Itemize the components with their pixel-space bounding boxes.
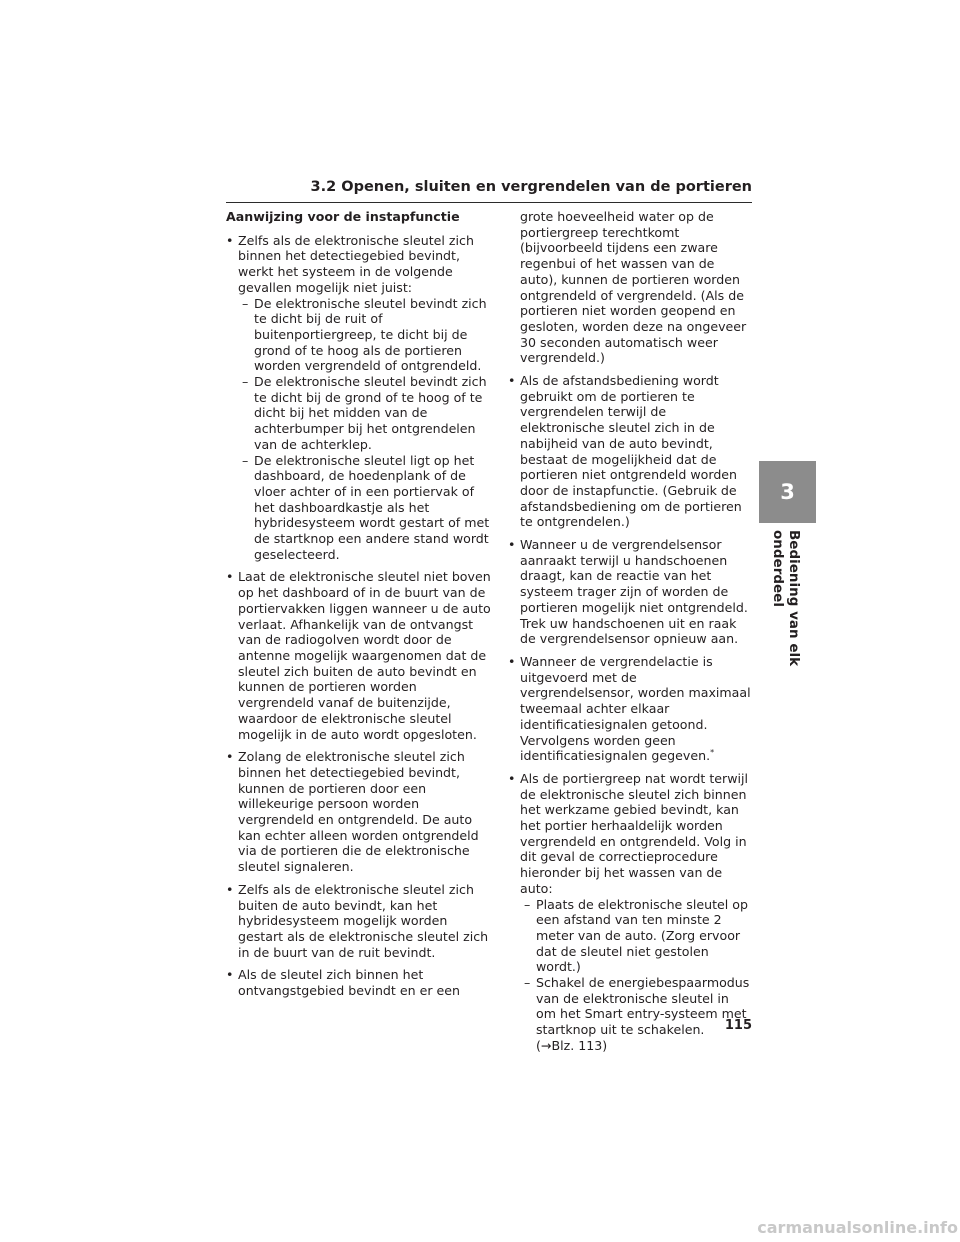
bullet-mark: • bbox=[508, 373, 516, 389]
left-column bbox=[226, 207, 494, 1006]
chapter-number: 3 bbox=[780, 480, 795, 504]
bullet-mark: • bbox=[226, 881, 234, 897]
dash-mark: – bbox=[524, 975, 531, 991]
list-item bbox=[226, 233, 494, 563]
list-item-continued bbox=[508, 209, 752, 366]
sub-list-item bbox=[226, 296, 494, 375]
section-title: 3.2 Openen, sluiten en vergrendelen van de portieren bbox=[310, 179, 752, 195]
sub-list-item bbox=[508, 975, 752, 1054]
list-item bbox=[508, 771, 752, 1054]
note-heading: Aanwijzing voor de instapfunctie bbox=[226, 209, 460, 224]
bullet-mark: • bbox=[226, 232, 234, 248]
dash-mark: – bbox=[242, 452, 249, 468]
bullet-mark: • bbox=[508, 770, 516, 786]
list-item-text: Als de portiergreep nat wordt terwijl de elektronische sleutel zich binnen het werkzame gebied bevindt, kan het portier herhaaldelijk worden vergrendeld en ontgrendeld. Volg in dit geval de correctieprocedure hieronder bij het wassen van de auto: bbox=[520, 770, 749, 896]
list-item-text: Als de sleutel zich binnen het ontvangstgebied bevindt en er een bbox=[238, 967, 461, 999]
bullet-mark: • bbox=[508, 537, 516, 553]
footnote-marker: * bbox=[710, 748, 715, 758]
chapter-side-label: Bediening van elk onderdeel bbox=[770, 530, 802, 667]
bullet-mark: • bbox=[508, 653, 516, 669]
list-item bbox=[226, 967, 494, 998]
list-item-text: Zolang de elektronische sleutel zich binnen het detectiegebied bevindt, kunnen de portieren door een willekeurige persoon worden vergrendeld en ontgrendeld. De auto kan echter alleen worden ontgrendeld via de portieren die de elektronische sleutel signaleren. bbox=[238, 749, 479, 875]
chapter-tab bbox=[759, 461, 816, 523]
list-item-text: grote hoeveelheid water op de portiergreep terechtkomt (bijvoorbeeld tijdens een zware regenbui of het wassen van de auto), kunnen de portieren worden ontgrendeld of vergrendeld. (Als de portieren niet worden geopend en gesloten, worden deze na ongeveer 30 seconden automatisch weer vergrendeld.) bbox=[520, 209, 747, 366]
sub-list-item-text: Plaats de elektronische sleutel op een afstand van ten minste 2 meter van de auto. (Zorg ervoor dat de sleutel niet gestolen wordt.) bbox=[536, 896, 748, 975]
dash-mark: – bbox=[242, 374, 249, 390]
sub-list-item bbox=[226, 374, 494, 453]
right-column bbox=[508, 207, 752, 1061]
list-item-text: Wanneer de vergrendelactie is uitgevoerd met de vergrendelsensor, worden maximaal tweemaal achter elkaar identificatiesignalen getoond. Vervolgens worden geen identificatiesignalen gegeven. bbox=[520, 653, 751, 764]
list-item bbox=[226, 749, 494, 875]
watermark: carmanualsonline.info bbox=[757, 1218, 958, 1237]
sub-list-item-text: De elektronische sleutel bevindt zich te dicht bij de grond of te hoog of te dicht bij het midden van de achterbumper bij het ontgrendelen van de achterklep. bbox=[254, 374, 487, 452]
list-item-text: Laat de elektronische sleutel niet boven op het dashboard of in de buurt van de portiervakken liggen wanneer u de auto verlaat. Afhankelijk van de ontvangst van de radiogolven wordt door de antenne mogelijk waargenomen dat de sleutel zich buiten de auto bevindt en kunnen de portieren worden vergrendeld vanaf de buitenzijde, waardoor de elektronische sleutel mogelijk in de auto wordt opgesloten. bbox=[238, 569, 491, 742]
list-item bbox=[226, 569, 494, 742]
list-item bbox=[508, 537, 752, 647]
list-item bbox=[226, 882, 494, 961]
bullet-mark: • bbox=[226, 749, 234, 765]
bullet-mark: • bbox=[226, 569, 234, 585]
dash-mark: – bbox=[242, 295, 249, 311]
list-item bbox=[508, 373, 752, 530]
section-header bbox=[226, 178, 752, 203]
sub-list-item bbox=[226, 453, 494, 563]
bullet-mark: • bbox=[226, 967, 234, 983]
list-item bbox=[508, 654, 752, 764]
sub-list-item-text: De elektronische sleutel bevindt zich te dicht bij de ruit of buitenportiergreep, te dicht bij de grond of te hoog als de portieren worden vergrendeld of ontgrendeld. bbox=[254, 295, 487, 374]
sub-list-item-text: De elektronische sleutel ligt op het dashboard, de hoedenplank of de vloer achter of in een portiervak of het dashboardkastje als het hybridesysteem wordt gestart of met de startknop een andere stand wordt geselecteerd. bbox=[254, 452, 490, 562]
sub-list-item bbox=[508, 897, 752, 976]
page-reference-link[interactable]: (→Blz. 113) bbox=[536, 1037, 608, 1053]
page-number: 115 bbox=[724, 1018, 752, 1033]
list-item-text: Zelfs als de elektronische sleutel zich buiten de auto bevindt, kan het hybridesysteem mogelijk worden gestart als de elektronische sleutel zich in de buurt van de ruit bevindt. bbox=[238, 881, 489, 960]
list-item-text: Wanneer u de vergrendelsensor aanraakt terwijl u handschoenen draagt, kan de reactie van het systeem trager zijn of worden de portieren mogelijk niet ontgrendeld. Trek uw handschoenen uit en raak de vergrendelsensor opnieuw aan. bbox=[520, 537, 748, 647]
dash-mark: – bbox=[524, 896, 531, 912]
list-item-text: Zelfs als de elektronische sleutel zich binnen het detectiegebied bevindt, werkt het systeem in de volgende gevallen mogelijk niet juist: bbox=[238, 232, 474, 295]
list-item-text: Als de afstandsbediening wordt gebruikt om de portieren te vergrendelen terwijl de elektronische sleutel zich in de nabijheid van de auto bevindt, bestaat de mogelijkheid dat de portieren niet ontgrendeld worden door de instapfunctie. (Gebruik de afstandsbediening om de portieren te ontgrendelen.) bbox=[520, 373, 742, 530]
sub-list-item-text: Schakel de energiebespaarmodus van de elektronische sleutel in om het Smart entry-systeem met startknop uit te schakelen. bbox=[536, 975, 750, 1038]
